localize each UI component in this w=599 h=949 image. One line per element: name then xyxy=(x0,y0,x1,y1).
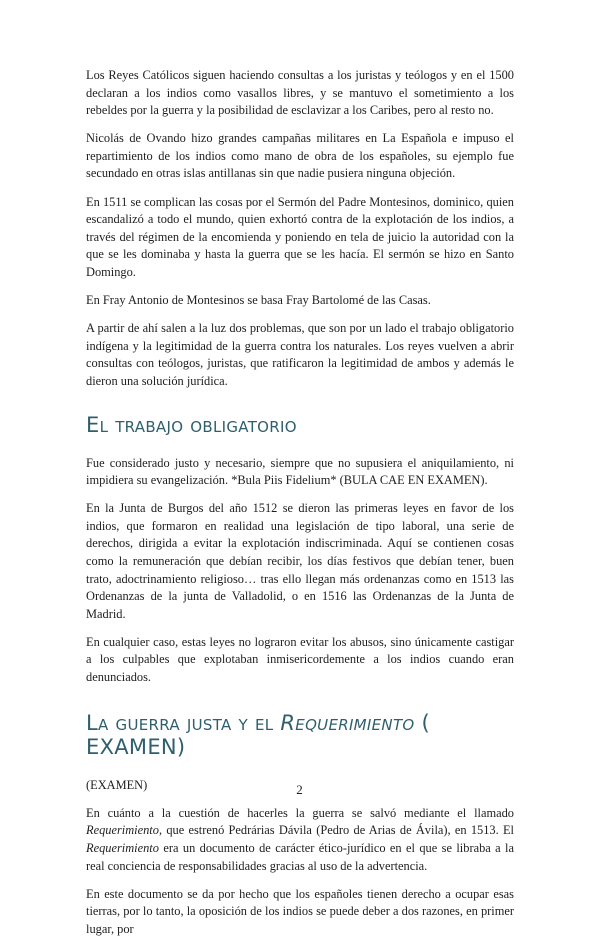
exam-note: (EXAMEN) xyxy=(86,777,148,792)
section-heading-trabajo-obligatorio: El trabajo obligatorio xyxy=(86,412,297,437)
heading-suffix: ( EXAMEN) xyxy=(86,710,430,759)
req-text-3: era un documento de carácter ético-jurídico en el que se libraba a la real conciencia de responsabilidades gracias al uso de la advertencia. xyxy=(86,840,514,873)
req-text-1: En cuánto a la cuestión de hacerles la guerra se salvó mediante el llamado xyxy=(86,805,514,820)
paragraph-junta-burgos: En la Junta de Burgos del año 1512 se dieron las primeras leyes en favor de los indios, que formaron en realidad una legislación de tipo laboral, una serie de derechos, dirigida a evitar la explotación indiscriminada. Aquí se contienen cosas como la remuneración que debían recibir, los días festivos que debían tener, buen trato, adoctrinamiento religioso… tras ello llegan más ordenanzas como en 1513 las Ordenanzas de la junta de Valladolid, o en 1516 las Ordenanzas de la Junta de Madrid. xyxy=(86,501,514,621)
paragraph-las-casas: En Fray Antonio de Montesinos se basa Fray Bartolomé de las Casas. xyxy=(86,293,431,308)
section-heading-guerra-justa xyxy=(86,711,514,759)
paragraph-requerimiento xyxy=(86,805,514,875)
page-body xyxy=(86,67,514,949)
paragraph-reyes-catolicos: Los Reyes Católicos siguen haciendo consultas a los juristas y teólogos y en el 1500 declaran a los indios como vasallos libres, y se mantuvo el sometimiento a los rebeldes por la guerra y la posibilidad de esclavizar a los Caribes, pero al resto no. xyxy=(86,68,514,118)
req-italic-2: Requerimiento xyxy=(86,840,159,855)
paragraph-montesinos-sermon: En 1511 se complican las cosas por el Sermón del Padre Montesinos, dominico, quien escandalizó a todo el mundo, quien exhortó contra de la explotación de los indios, a través del régimen de la encomienda y poniendo en tela de juicio la autoridad con la que se les dominaba y hasta la guerra que se les hacía. El sermón se hizo en Santo Domingo. xyxy=(86,194,514,279)
req-text-2: , que estrenó Pedrárias Dávila (Pedro de Arias de Ávila), en 1513. El xyxy=(158,823,514,838)
paragraph-abusos: En cualquier caso, estas leyes no lograron evitar los abusos, sino únicamente castigar a los culpables que explotaban inmisericordemente a los indios cuando eran denunciados. xyxy=(86,634,514,685)
paragraph-ovando: Nicolás de Ovando hizo grandes campañas militares en La Española e impuso el repartimiento de los indios como mano de obra de los españoles, su ejemplo fue secundado en otras islas antillanas sin que nadie pusiera ninguna objeción. xyxy=(86,131,514,181)
paragraph-ocupar-tierras: En este documento se da por hecho que los españoles tienen derecho a ocupar esas tierras, por lo tanto, la oposición de los indios se puede deber a dos razones, en primer lugar, por xyxy=(86,886,514,936)
page-number: 2 xyxy=(296,782,303,797)
paragraph-justo-necesario: Fue considerado justo y necesario, siempre que no supusiera el aniquilamiento, ni impidiera su evangelización. *Bula Piis Fidelium* (BULA CAE EN EXAMEN). xyxy=(86,455,514,488)
heading-italic: Requerimiento xyxy=(280,710,415,735)
paragraph-dos-problemas: A partir de ahí salen a la luz dos problemas, que son por un lado el trabajo obligatorio indígena y la legitimidad de la guerra contra los naturales. Los reyes vuelven a abrir consultas con teólogos, juristas, que ratificaron la legitimidad de ambos y además le dieron una solución jurídica. xyxy=(86,321,514,388)
heading-prefix: La guerra justa y el xyxy=(86,710,281,735)
req-italic-1: Requerimiento xyxy=(86,823,159,838)
